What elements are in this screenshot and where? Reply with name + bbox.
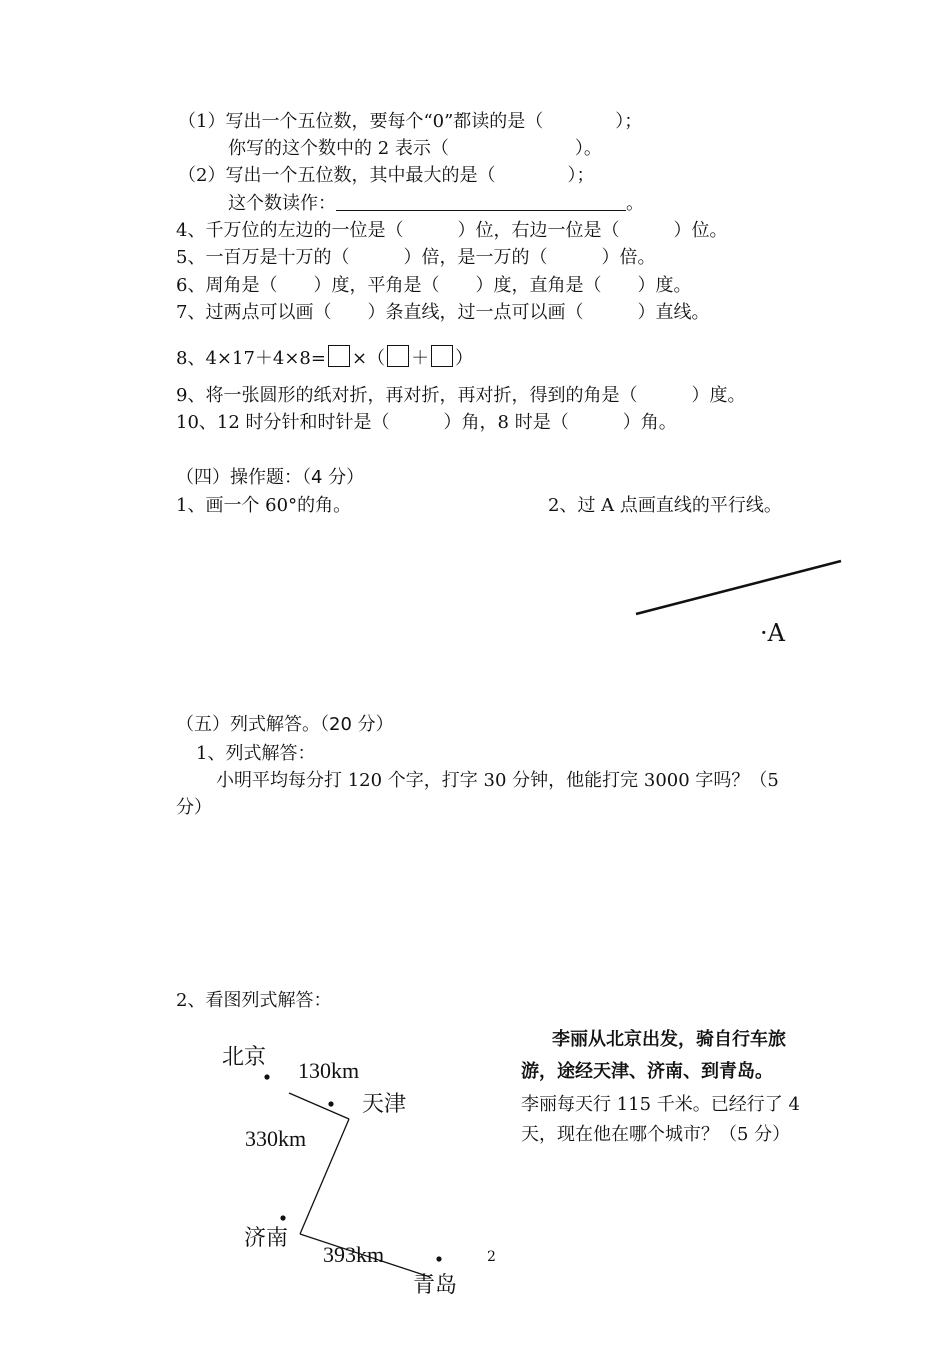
question-8-close: ） [455, 348, 474, 369]
section-5-item-1-text-2: 分） [176, 797, 212, 818]
given-line [636, 561, 841, 614]
section-4-item-1: 1、画一个 60°的角。 [176, 495, 352, 516]
question-10: 10、12 时分针和时针是（ ）角，8 时是（ ）角。 [176, 412, 677, 433]
question-3-2b-suffix: 。 [626, 193, 644, 214]
route-beijing-tianjin [289, 1093, 349, 1119]
map-label-qingdao: 青岛 [413, 1273, 458, 1298]
problem-bold-line-1: 李丽从北京出发，骑自行车旅 [552, 1029, 786, 1050]
question-8-prefix: 8、4×17＋4×8= [176, 348, 326, 369]
beijing-dot [264, 1074, 269, 1079]
question-8-times: ×（ [351, 348, 386, 369]
section-5-item-1-text: 小明平均每分打 120 个字，打字 30 分钟，他能打完 3000 字吗？（5 [216, 770, 779, 791]
question-9: 9、将一张圆形的纸对折，再对折，再对折，得到的角是（ ）度。 [176, 385, 746, 406]
map-distance-2: 330km [245, 1126, 307, 1151]
map-label-tianjin: 天津 [362, 1092, 407, 1117]
problem-text-line-1: 李丽每天行 115 千米。已经行了 4 [521, 1094, 800, 1115]
page-number: 2 [487, 1249, 496, 1265]
jinan-dot [280, 1215, 285, 1220]
map-label-jinan: 济南 [244, 1226, 289, 1251]
point-a-label: ·A [760, 619, 785, 647]
question-7: 7、过两点可以画（ ）条直线，过一点可以画（ ）直线。 [176, 302, 710, 323]
question-3-2a: （2）写出一个五位数，其中最大的是（ ）； [178, 165, 595, 186]
problem-bold-line-2: 游，途经天津、济南、到青岛。 [521, 1061, 773, 1082]
question-6: 6、周角是（ ）度，平角是（ ）度，直角是（ ）度。 [176, 275, 692, 296]
problem-text-line-2: 天，现在他在哪个城市？（5 分） [521, 1124, 791, 1145]
question-4: 4、千万位的左边的一位是（ ）位，右边一位是（ ）位。 [176, 220, 728, 241]
section-5-item-1-title: 1、列式解答： [196, 743, 316, 764]
qingdao-dot [436, 1256, 441, 1261]
section-5-title: （五）列式解答。（20 分） [176, 714, 394, 735]
section-5-item-2-title: 2、看图列式解答： [176, 990, 332, 1011]
tianjin-dot [328, 1101, 333, 1106]
question-3-1a: （1）写出一个五位数，要每个“0”都读的是（ ）； [178, 111, 643, 132]
section-4-item-2: 2、过 A 点画直线的平行线。 [548, 495, 782, 516]
question-5: 5、一百万是十万的（ ）倍，是一万的（ ）倍。 [176, 247, 656, 268]
map-label-beijing: 北京 [222, 1045, 267, 1070]
route-tianjin-jinan [300, 1119, 349, 1234]
map-distance-1: 130km [298, 1058, 360, 1083]
map-distance-3: 393km [323, 1242, 385, 1267]
question-8-plus: ＋ [411, 348, 430, 369]
section-4-title: （四）操作题：（4 分） [176, 467, 365, 488]
question-3-2b-prefix: 这个数读作： [228, 193, 336, 214]
question-3-1b: 你写的这个数中的 2 表示（ ）。 [228, 138, 602, 159]
